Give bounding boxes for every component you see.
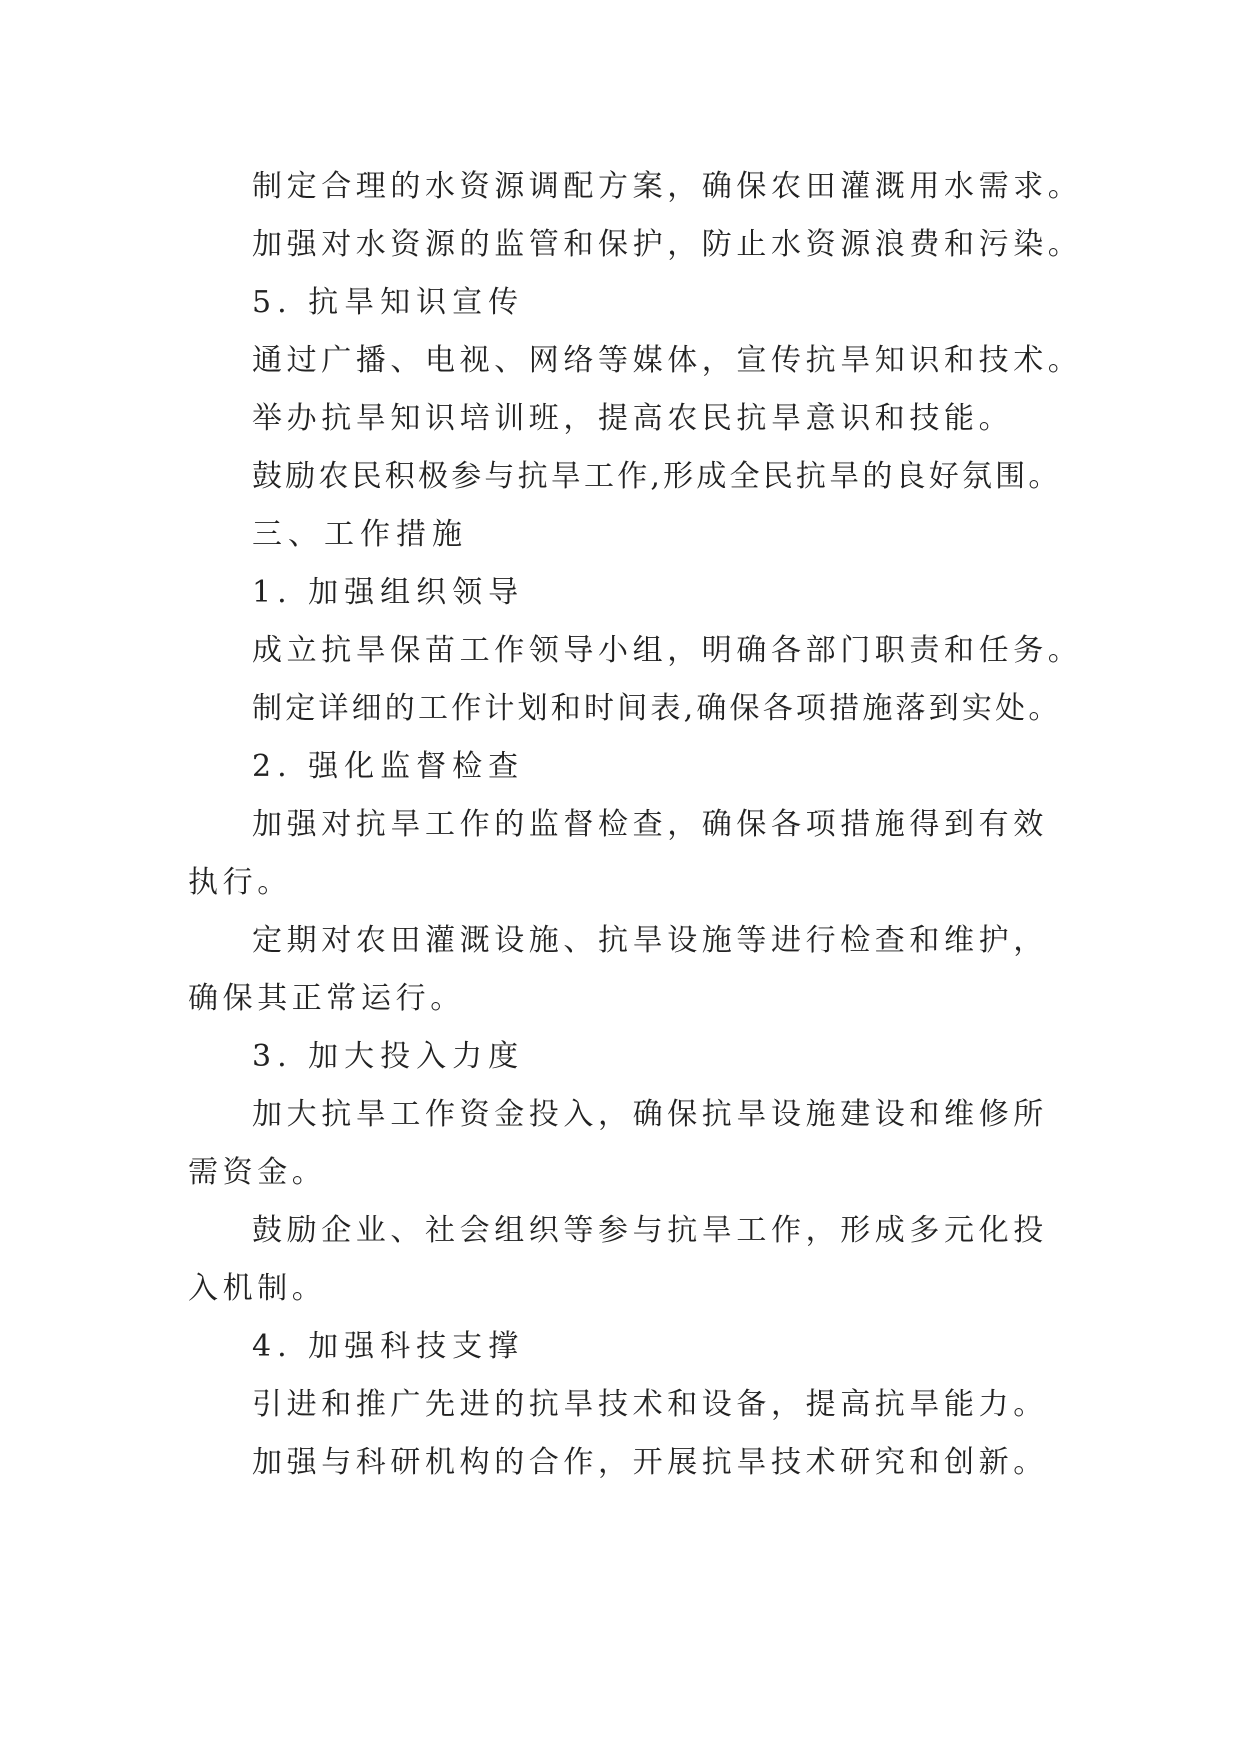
paragraph: 制定详细的工作计划和时间表,确保各项措施落到实处。 xyxy=(252,691,1062,726)
paragraph: 鼓励农民积极参与抗旱工作,形成全民抗旱的良好氛围。 xyxy=(252,459,1062,494)
section-heading: 三、工作措施 xyxy=(252,517,468,552)
paragraph: 成立抗旱保苗工作领导小组，明确各部门职责和任务。 xyxy=(252,633,1083,668)
paragraph: 加强对抗旱工作的监督检查，确保各项措施得到有效执行。 xyxy=(188,807,1048,900)
paragraph: 引进和推广先进的抗旱技术和设备，提高抗旱能力。 xyxy=(252,1387,1048,1422)
paragraph: 鼓励企业、社会组织等参与抗旱工作，形成多元化投入机制。 xyxy=(188,1213,1048,1306)
paragraph: 定期对农田灌溉设施、抗旱设施等进行检查和维护，确保其正常运行。 xyxy=(188,923,1048,1016)
paragraph: 加强对水资源的监管和保护，防止水资源浪费和污染。 xyxy=(252,227,1083,262)
paragraph: 举办抗旱知识培训班，提高农民抗旱意识和技能。 xyxy=(252,401,1014,436)
section-heading: 4. 加强科技支撑 xyxy=(252,1329,525,1364)
paragraph: 通过广播、电视、网络等媒体，宣传抗旱知识和技术。 xyxy=(252,343,1083,378)
document-body xyxy=(188,158,1083,1492)
section-heading: 2. 强化监督检查 xyxy=(252,749,525,784)
section-heading: 5. 抗旱知识宣传 xyxy=(252,285,525,320)
paragraph: 加强与科研机构的合作，开展抗旱技术研究和创新。 xyxy=(252,1445,1048,1480)
section-heading: 3. 加大投入力度 xyxy=(252,1039,525,1074)
paragraph: 制定合理的水资源调配方案，确保农田灌溉用水需求。 xyxy=(252,169,1083,204)
section-heading: 1. 加强组织领导 xyxy=(252,575,525,610)
paragraph: 加大抗旱工作资金投入，确保抗旱设施建设和维修所需资金。 xyxy=(188,1097,1048,1190)
